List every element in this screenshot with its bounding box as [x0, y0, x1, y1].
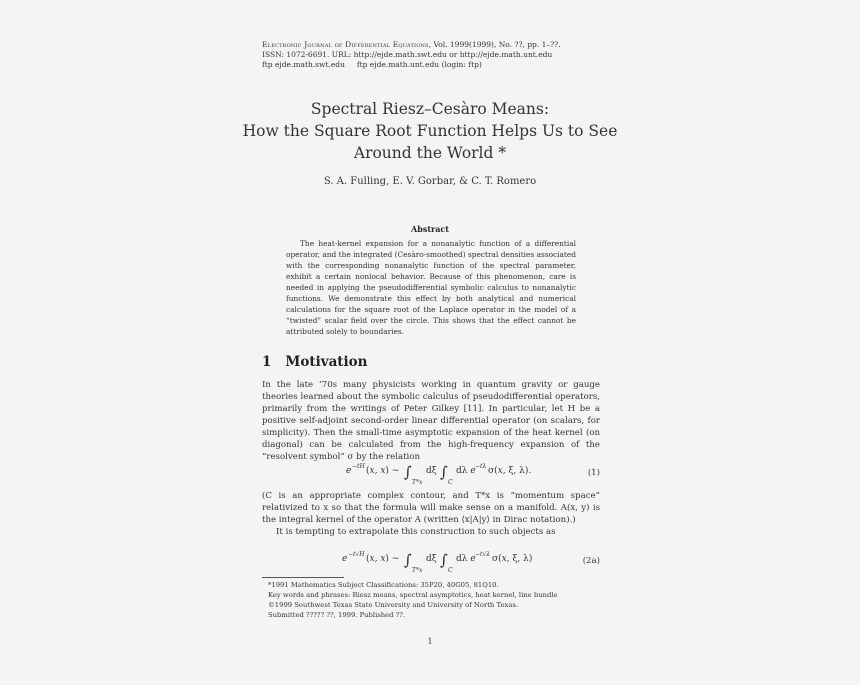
- svg-text:e: e: [346, 466, 352, 476]
- equation-2a: [262, 548, 600, 576]
- header-line-3: ftp ejde.math.swt.edu ftp ejde.math.unt.edu (login: ftp): [262, 60, 482, 69]
- header-line-1: [262, 40, 561, 50]
- svg-text:−t√H: −t√H: [348, 551, 365, 558]
- title-line-3: Around the World *: [353, 144, 507, 162]
- journal-header: [262, 40, 561, 70]
- svg-text:C: C: [448, 479, 453, 486]
- footnote-keywords: Key words and phrases: Riesz means, spectral asymptotics, heat kernel, line bundle: [268, 591, 558, 599]
- footnotes: [268, 580, 608, 620]
- paragraph-1: In the late ’70s many physicists working in quantum gravity or gauge theories learned about the symbolic calculus of pseudodifferential operators, primarily from the writings of Peter Gilkey [11]. In particular, let H be a positive self-adjoint second-order linear differential operator (on scalars, for simplicity). Then the small-time asymptotic expansion of the heat kernel (on diagonal) can be calculated from the high-frequency expansion of the “resolvent symbol” σ by the relation: [262, 380, 600, 462]
- header-line-2: ISSN: 1072-6691. URL: http://ejde.math.swt.edu or http://ejde.math.unt.edu: [262, 50, 553, 59]
- abstract-heading: Abstract: [411, 224, 449, 234]
- svg-text:−tλ: −tλ: [475, 463, 487, 470]
- title-line-2: How the Square Root Function Helps Us to See: [242, 122, 618, 140]
- journal-name: Electronic Journal of Differential Equations: [262, 40, 429, 49]
- page-number: 1: [427, 637, 433, 646]
- authors: S. A. Fulling, E. V. Gorbar, & C. T. Romero: [323, 176, 537, 187]
- equation-2a-number: (2a): [582, 556, 600, 566]
- svg-text:∫: ∫: [404, 463, 412, 481]
- svg-text:T*x: T*x: [412, 567, 423, 574]
- svg-text:C: C: [448, 567, 453, 574]
- svg-text:∫: ∫: [440, 551, 448, 569]
- equation-1-math: [342, 460, 542, 490]
- svg-text:e: e: [342, 554, 348, 564]
- svg-text:−tH: −tH: [352, 463, 365, 470]
- section-heading: [262, 354, 368, 370]
- paragraph-3: It is tempting to extrapolate this construction to such objects as: [276, 527, 556, 537]
- svg-text:−t√λ: −t√λ: [475, 551, 491, 558]
- section-number: 1: [262, 354, 272, 370]
- svg-text:∫: ∫: [440, 463, 448, 481]
- svg-text:dξ: dξ: [426, 554, 437, 564]
- svg-text:σ(x, ξ, λ): σ(x, ξ, λ): [492, 554, 533, 564]
- abstract-text: The heat-kernel expansion for a nonanalytic function of a differential operator, and the integrated (Cesàro-smoothed) spectral densities associated with the corresponding nonanalytic function of the spectral parameter, exhibit a certain nonlocal behavior. Because of this phenomenon, care is needed in applying the pseudodifferential symbolic calculus to nonanalytic functions. We demonstrate this effect by both analytical and numerical calculations for the square root of the Laplace operator in the model of a “twisted” scalar field over the circle. This shows that the effect cannot be attributed solely to boundaries.: [286, 239, 576, 336]
- svg-text:(x, x) ∼: (x, x) ∼: [366, 466, 400, 476]
- svg-text:∫: ∫: [404, 551, 412, 569]
- svg-text:σ(x, ξ, λ).: σ(x, ξ, λ).: [488, 466, 532, 476]
- equation-1: [262, 460, 600, 488]
- equation-2a-formula: [342, 548, 533, 581]
- equation-2a-math: [342, 548, 542, 578]
- title-line-1: Spectral Riesz–Cesàro Means:: [310, 100, 550, 118]
- svg-text:(x, x) ∼: (x, x) ∼: [366, 554, 400, 564]
- svg-text:dλ e: dλ e: [456, 554, 476, 564]
- footnote-classification: *1991 Mathematics Subject Classifications: 35P20, 40G05, 81Q10.: [268, 581, 499, 589]
- footnote-submitted: Submitted ????? ??, 1999. Published ??.: [268, 611, 406, 619]
- svg-text:dξ: dξ: [426, 466, 437, 476]
- section-title: Motivation: [285, 354, 368, 370]
- equation-1-formula: [342, 460, 532, 493]
- equation-1-number: (1): [587, 468, 600, 478]
- paper-title: [200, 98, 660, 164]
- paragraph-2: (C is an appropriate complex contour, and T*x is “momentum space” relativized to x so that the formula will make sense on a manifold. A(x, y) is the integral kernel of the operator A (written ⟨x|A|y⟩ in Dirac notation).): [262, 491, 600, 525]
- journal-volume: , Vol. 1999(1999), No. ??, pp. 1–??.: [428, 40, 561, 49]
- footnote-copyright: ©1999 Southwest Texas State University and University of North Texas.: [268, 601, 519, 609]
- svg-text:T*x: T*x: [412, 479, 423, 486]
- footnote-rule: [262, 577, 344, 578]
- svg-text:dλ e: dλ e: [456, 466, 476, 476]
